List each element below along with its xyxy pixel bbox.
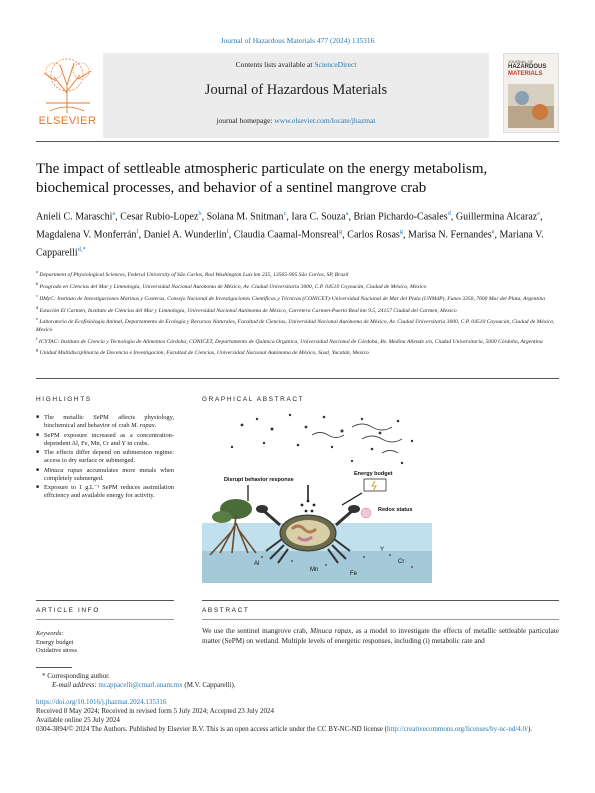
ga-label-y: Y bbox=[380, 547, 385, 553]
abstract-species-name: Minuca rapax bbox=[310, 627, 352, 635]
email-line bbox=[36, 681, 559, 690]
email-suffix: (M.V. Capparelli). bbox=[182, 681, 236, 689]
email-link[interactable]: mcappacelli@cmarl.unam.mx bbox=[98, 681, 183, 689]
ga-label-mn: Mn bbox=[310, 567, 319, 573]
author-affiliation-mark[interactable]: a bbox=[491, 227, 495, 235]
abstract-text-part: , as a model to investigate the effects of metallic settleable particulate matter (SePM) on wetland. Multiple levels of energetic responses, including (i) metabolic rate and bbox=[202, 627, 559, 645]
author-affiliation-mark[interactable]: d,* bbox=[77, 245, 86, 253]
ga-label-disrupt: Disrupt behavior response bbox=[224, 477, 294, 483]
article-info-heading: ARTICLE INFO bbox=[36, 607, 100, 614]
keyword-item: Oxidative stress bbox=[36, 647, 77, 654]
wind-lines bbox=[312, 424, 402, 453]
affiliation-mark: a bbox=[36, 269, 38, 274]
highlight-species: M. rapax bbox=[131, 422, 155, 429]
affiliation-mark: g bbox=[36, 347, 39, 353]
affiliation-text: IIMyC: Instituto de Investigaciones Marinas y Costeras, Consejo Nacional de Investigaciones Científicas y Técnicas (CONICET)-Universidad Nacional de Mar del Plata (UNMdP), Funes 3350, 7600 Mar del Plata, Argentina bbox=[39, 295, 546, 302]
author-affiliation-mark[interactable]: a bbox=[112, 210, 116, 217]
corresponding-author-footnote bbox=[36, 672, 559, 690]
license-line bbox=[36, 725, 559, 734]
ga-label-fe: Fe bbox=[350, 571, 358, 577]
affiliation-text: Unidad Multidisciplinaria de Docencia e Investigación, Facultad de Ciencias, Universidad Nacional Autónoma de México, Sisal, Yucatán, Mexico bbox=[39, 350, 369, 357]
author-separator: , bbox=[403, 229, 409, 241]
redox-cell-icon bbox=[361, 508, 371, 518]
author-name[interactable]: Anieli C. Maraschi bbox=[36, 211, 113, 223]
affiliation-mark: b bbox=[36, 280, 39, 286]
keywords-label: Keywords: bbox=[36, 630, 64, 637]
author-list bbox=[36, 207, 559, 260]
ga-label-redox: Redox status bbox=[378, 507, 413, 513]
affiliation-item bbox=[36, 268, 559, 279]
abstract-heading: ABSTRACT bbox=[202, 607, 250, 614]
author-affiliation-mark[interactable]: f bbox=[226, 227, 229, 235]
footnote-rule bbox=[36, 667, 72, 668]
author-affiliation-mark[interactable]: b bbox=[198, 210, 202, 217]
author-name[interactable]: Brian Pichardo-Casales bbox=[353, 211, 448, 223]
author-name[interactable]: Mariana V. Capparelli bbox=[36, 229, 544, 258]
author-name[interactable]: Carlos Rosas bbox=[347, 229, 400, 241]
abstract-subrule bbox=[202, 619, 559, 620]
highlight-text: SePM exposure increased as a concentration-dependent Al, Fe, Mn, Cr and Y in crabs. bbox=[44, 431, 174, 447]
affiliations bbox=[36, 268, 559, 358]
highlight-item bbox=[36, 414, 174, 430]
license-text: 0304-3894/© 2024 The Authors. Published by Elsevier B.V. This is an open access article under the CC BY-NC-ND license ( bbox=[36, 725, 387, 733]
affiliation-item bbox=[36, 315, 559, 333]
author-separator: , bbox=[201, 211, 207, 223]
author-separator: , bbox=[348, 211, 354, 223]
author-name[interactable]: Guillermina Alcaraz bbox=[455, 211, 538, 223]
journal-reference-link[interactable]: Journal of Hazardous Materials 477 (2024) 135316 bbox=[220, 36, 375, 45]
highlights-list bbox=[36, 414, 174, 502]
affiliation-text: Posgrado en Ciencias del Mar y Limnología, Universidad Nacional Autónoma de México, Av. Ciudad Universitaria 3000, C.P. 04510 Coyoacán, Ciudad de México, Mexico bbox=[39, 283, 427, 290]
keywords-block bbox=[36, 630, 174, 656]
graphical-abstract-heading: GRAPHICAL ABSTRACT bbox=[202, 396, 305, 403]
author-separator: , bbox=[494, 229, 500, 241]
affiliation-text: Laboratorio de Ecofisiología Animal, Departamento de Ecología y Recursos Naturales, Facultad de Ciencias, Universidad Nacional Autónoma de México, Av. Ciudad Universitaria 3000, C.P. 04510 Coyoacán, Ciudad de México, Mexico bbox=[36, 319, 555, 333]
article-title: The impact of settleable atmospheric particulate on the energy metabolism, biochemical processes, and behavior of a sentinel mangrove crab bbox=[36, 161, 488, 196]
keyword-item: Energy budget bbox=[36, 638, 74, 646]
affiliation-item bbox=[36, 346, 559, 357]
affiliation-mark: f bbox=[36, 335, 38, 341]
author-affiliation-mark[interactable]: a bbox=[345, 210, 349, 217]
affiliation-text: ICYTAC: Instituto de Ciencia y Tecnología de Alimentos Córdoba, CONICET, Departamento de Química Orgánica, Universidad Nacional de Córdoba, Bv. Medina Allende s/n, Ciudad Universitaria, 5000 Córdoba, Argentina bbox=[38, 338, 543, 345]
highlight-item bbox=[36, 467, 174, 483]
ga-label-energy: Energy budget bbox=[354, 471, 393, 477]
energy-icon bbox=[364, 479, 386, 491]
highlight-species: Minuca rapax bbox=[44, 466, 83, 474]
received-dates: Received 8 May 2024; Received in revised form 5 July 2024; Accepted 23 July 2024 bbox=[36, 707, 274, 715]
affiliation-mark: d bbox=[36, 304, 39, 310]
author-separator: , bbox=[342, 229, 348, 241]
author-name[interactable]: Iara C. Souza bbox=[291, 211, 346, 223]
author-name[interactable]: Daniel A. Wunderlin bbox=[143, 229, 227, 241]
cover-line1: JOURNAL OF bbox=[508, 59, 534, 64]
affiliations-rule bbox=[36, 378, 559, 379]
author-separator: , bbox=[228, 229, 234, 241]
affiliation-item bbox=[36, 292, 559, 303]
author-separator: , bbox=[138, 229, 144, 241]
article-info-subrule bbox=[36, 619, 174, 620]
journal-cover-thumbnail[interactable] bbox=[503, 53, 559, 133]
contents-line bbox=[103, 60, 489, 69]
homepage-link[interactable]: www.elsevier.com/locate/jhazmat bbox=[274, 116, 376, 125]
author-affiliation-mark[interactable]: g bbox=[399, 227, 404, 235]
publisher-wordmark: ELSEVIER bbox=[38, 115, 97, 127]
author-separator: , bbox=[115, 211, 121, 223]
journal-title: Journal of Hazardous Materials bbox=[204, 82, 388, 98]
author-affiliation-mark[interactable]: e bbox=[537, 210, 541, 217]
article-info-rule bbox=[36, 600, 174, 601]
cover-artwork bbox=[508, 84, 554, 128]
contents-prefix: Contents lists available at bbox=[235, 60, 313, 69]
article-meta bbox=[36, 698, 559, 734]
ga-label-cr: Cr bbox=[398, 559, 405, 565]
highlight-text: The metallic SePM affects physiology, biochemical and behavior of crab bbox=[44, 414, 174, 429]
license-text-end: ). bbox=[528, 725, 533, 733]
highlight-text-end: . bbox=[154, 422, 157, 429]
highlight-item bbox=[36, 449, 174, 465]
abstract-rule bbox=[202, 600, 559, 601]
abstract-text-part: We use the sentinel mangrove crab, bbox=[202, 627, 311, 635]
author-affiliation-mark[interactable]: g bbox=[339, 227, 343, 235]
author-name[interactable]: Solana M. Snitman bbox=[206, 211, 284, 223]
author-separator: , bbox=[450, 211, 456, 223]
author-name[interactable]: Marisa N. Fernandes bbox=[408, 229, 492, 241]
author-affiliation-mark[interactable]: c bbox=[283, 210, 287, 217]
graphical-abstract-figure bbox=[202, 405, 432, 583]
author-name[interactable]: Cesar Rubio-Lopez bbox=[120, 211, 199, 223]
email-label: E-mail address: bbox=[52, 681, 97, 689]
arrow-energy bbox=[342, 493, 362, 505]
author-affiliation-mark[interactable]: f bbox=[136, 227, 139, 235]
particulate-dots bbox=[231, 414, 413, 464]
author-name[interactable]: Magdalena V. Monferrán bbox=[36, 229, 137, 241]
doi-link[interactable]: https://doi.org/10.1016/j.jhazmat.2024.135316 bbox=[36, 698, 167, 706]
affiliation-item bbox=[36, 304, 559, 315]
homepage-prefix: journal homepage: bbox=[216, 116, 273, 125]
author-separator: , bbox=[286, 211, 292, 223]
sciencedirect-link[interactable]: ScienceDirect bbox=[314, 60, 357, 69]
highlight-text-end: accumulates more metals when completely submerged. bbox=[44, 466, 174, 482]
affiliation-item bbox=[36, 335, 559, 346]
highlight-text: The effects differ depend on submersion regime: access to dry surface or submerged. bbox=[44, 449, 174, 464]
author-name[interactable]: Claudia Caamal-Monsreal bbox=[233, 229, 340, 241]
corresponding-author-line: * Corresponding author. bbox=[42, 672, 110, 680]
abstract-text bbox=[202, 627, 559, 646]
affiliation-mark: c bbox=[36, 292, 38, 298]
affiliation-text: Department of Physiological Sciences, Federal University of São Carlos, Rod Washington Luís km 235, 13565-905 São Carlos, SP, Brazil bbox=[39, 271, 349, 278]
available-online: Available online 25 July 2024 bbox=[36, 716, 120, 724]
ga-label-al: Al bbox=[254, 561, 260, 567]
affiliation-text: Estación El Carmen, Instituto de Ciencias del Mar y Limnología, Universidad Nacional Autónoma de México, Carretera Carmen-Puerto Real km 9.5, 24157 Ciudad del Carmen, Mexico bbox=[39, 307, 457, 314]
affiliation-item bbox=[36, 280, 559, 291]
author-affiliation-mark[interactable]: d bbox=[447, 210, 451, 217]
highlights-heading: HIGHLIGHTS bbox=[36, 396, 92, 403]
cover-line2: HAZARDOUS bbox=[508, 64, 547, 70]
highlight-item bbox=[36, 432, 174, 448]
header-rule bbox=[36, 141, 559, 142]
affiliation-mark: e bbox=[36, 316, 38, 322]
highlight-item bbox=[36, 484, 174, 500]
highlight-text: Exposure to 1 g.L⁻¹ SePM reduces assimilation efficiency and available energy for activity. bbox=[44, 484, 174, 499]
cover-line3: MATERIALS bbox=[508, 71, 543, 77]
author-separator: , bbox=[540, 211, 543, 223]
license-link[interactable]: http://creativecommons.org/licenses/by-nc-nd/4.0/ bbox=[387, 725, 529, 733]
homepage-line bbox=[103, 116, 489, 125]
